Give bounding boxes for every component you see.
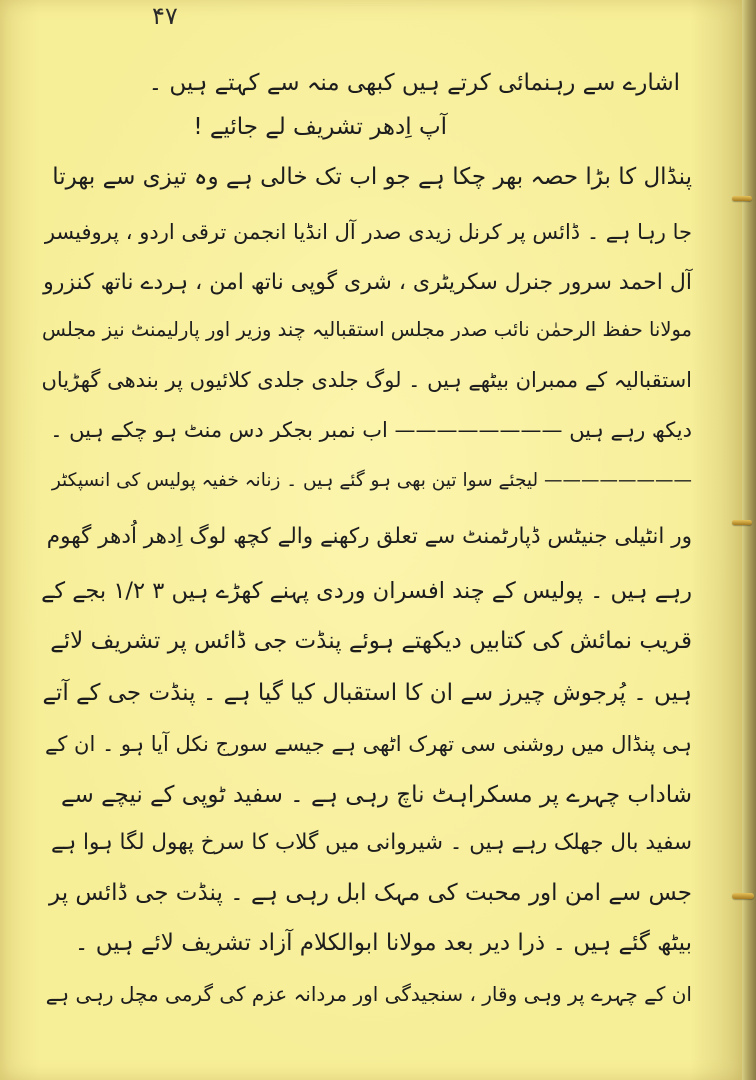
text-line-10: ور انٹیلی جنیٹس ڈپارٹمنٹ سے تعلق رکھنے والے کچھ لوگ اِدھر اُدھر گھوم xyxy=(46,524,692,549)
text-line-4: جا رہا ہے ۔ ڈائس پر کرنل زیدی صدر آل انڈیا انجمن ترقی اردو ، پروفیسر xyxy=(44,220,692,244)
text-line-9: ———————— لیجئے سوا تین بھی ہو گئے ہیں ۔ زنانہ خفیہ پولیس کی انسپکٹر xyxy=(51,470,692,491)
text-line-14: ہی پنڈال میں روشنی سی تھرک اٹھی ہے جیسے سورج نکل آیا ہو ۔ ان کے xyxy=(45,732,692,756)
staple-icon xyxy=(732,520,752,525)
text-line-5: آل احمد سرور جنرل سکریٹری ، شری گوپی ناتھ امن ، ہردے ناتھ کنزرو xyxy=(43,270,692,295)
page-binding-edge xyxy=(742,0,756,1080)
text-line-2: آپ اِدھر تشریف لے جائیے ! xyxy=(193,114,447,140)
text-line-7: استقبالیہ کے ممبران بیٹھے ہیں ۔ لوگ جلدی جلدی کلائیوں پر بندھی گھڑیاں xyxy=(41,368,692,392)
text-line-12: قریب نمائش کی کتابیں دیکھتے ہوئے پنڈت جی ڈائس پر تشریف لائے xyxy=(50,628,692,654)
staple-icon xyxy=(732,893,754,899)
text-line-8: دیکھ رہے ہیں ———————— اب نمبر بجکر دس منٹ ہو چکے ہیں ۔ xyxy=(50,418,692,442)
text-line-3: پنڈال کا بڑا حصہ بھر چکا ہے جو اب تک خالی ہے وہ تیزی سے بھرتا xyxy=(52,164,692,190)
text-line-1: اشارے سے رہنمائی کرتے ہیں کبھی منہ سے کہتے ہیں ۔ xyxy=(148,70,680,96)
staple-icon xyxy=(732,196,752,201)
text-line-16: سفید بال جھلک رہے ہیں ۔ شیروانی میں گلاب کا سرخ پھول لگا ہوا ہے xyxy=(50,830,692,855)
text-line-6: مولانا حفظ الرحمٰن نائب صدر مجلس استقبالیہ چند وزیر اور پارلیمنٹ نیز مجلس xyxy=(42,318,692,341)
text-line-18: بیٹھ گئے ہیں ۔ ذرا دیر بعد مولانا ابوالکلام آزاد تشریف لائے ہیں ۔ xyxy=(74,930,692,956)
text-line-11: رہے ہیں ۔ پولیس کے چند افسران وردی پہنے کھڑے ہیں ۳ ۱/۲ بجے کے xyxy=(41,578,692,604)
text-line-19: ان کے چہرے پر وہی وقار ، سنجیدگی اور مردانہ عزم کی گرمی مچل رہی ہے xyxy=(45,982,692,1006)
text-line-13: ہیں ۔ پُرجوش چیرز سے ان کا استقبال کیا گیا ہے ۔ پنڈت جی کے آتے xyxy=(42,680,692,706)
text-line-15: شاداب چہرے پر مسکراہٹ ناچ رہی ہے ۔ سفید ٹوپی کے نیچے سے xyxy=(61,782,692,808)
text-line-17: جس سے امن اور محبت کی مہک ابل رہی ہے ۔ پنڈت جی ڈائس پر xyxy=(49,880,692,906)
page-number: ۴۷ xyxy=(152,2,178,30)
